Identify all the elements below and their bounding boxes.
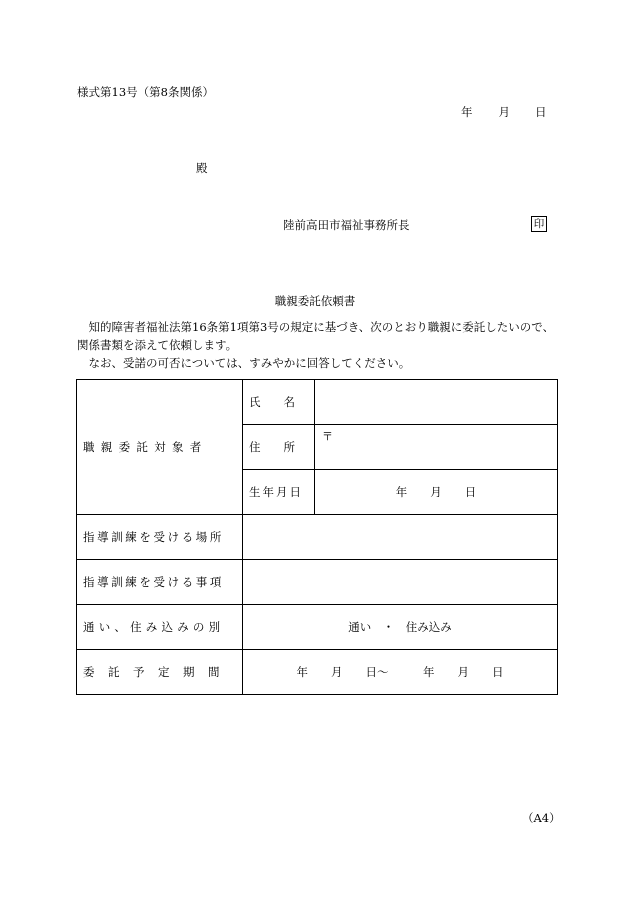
name-label: 氏 名 xyxy=(243,380,315,425)
commute-type-field[interactable]: 通い ・ 住み込み xyxy=(243,605,558,650)
addressee-suffix: 殿 xyxy=(196,161,208,175)
birth-date-label: 生年月日 xyxy=(243,470,315,515)
training-place-field[interactable] xyxy=(243,515,558,560)
subject-label: 職親委託対象者 xyxy=(77,380,243,515)
commute-type-label: 通い、住み込みの別 xyxy=(77,605,243,650)
paper-size-note: （A4） xyxy=(522,811,561,825)
seal-mark: 印 xyxy=(531,216,547,232)
date-line xyxy=(461,104,547,120)
date-year-label: 年 xyxy=(461,105,473,119)
form-number: 様式第13号（第8条関係） xyxy=(77,85,214,99)
body-line: 関係書類を添えて依頼します。 xyxy=(77,338,238,352)
request-form-table xyxy=(76,379,558,695)
body-line: 知的障害者福祉法第16条第1項第3号の規定に基づき、次のとおり職親に委託したいので、 xyxy=(77,320,555,334)
issuer-name: 陸前高田市福祉事務所長 xyxy=(283,218,410,232)
training-matter-field[interactable] xyxy=(243,560,558,605)
body-line: なお、受諾の可否については、すみやかに回答してください。 xyxy=(77,356,411,370)
address-label: 住 所 xyxy=(243,425,315,470)
date-day-label: 日 xyxy=(535,105,547,119)
period-field[interactable]: 年 月 日〜 年 月 日 xyxy=(243,650,558,695)
training-matter-label: 指導訓練を受ける事項 xyxy=(77,560,243,605)
postal-mark-icon: 〒 xyxy=(322,430,333,443)
birth-date-field[interactable]: 年 月 日 xyxy=(315,470,558,515)
name-field[interactable] xyxy=(315,380,558,425)
document-title: 職親委託依頼書 xyxy=(274,294,356,308)
period-label: 委託予定期間 xyxy=(77,650,243,695)
date-month-label: 月 xyxy=(498,105,510,119)
body-text xyxy=(77,318,554,372)
address-field[interactable] xyxy=(315,425,558,470)
training-place-label: 指導訓練を受ける場所 xyxy=(77,515,243,560)
